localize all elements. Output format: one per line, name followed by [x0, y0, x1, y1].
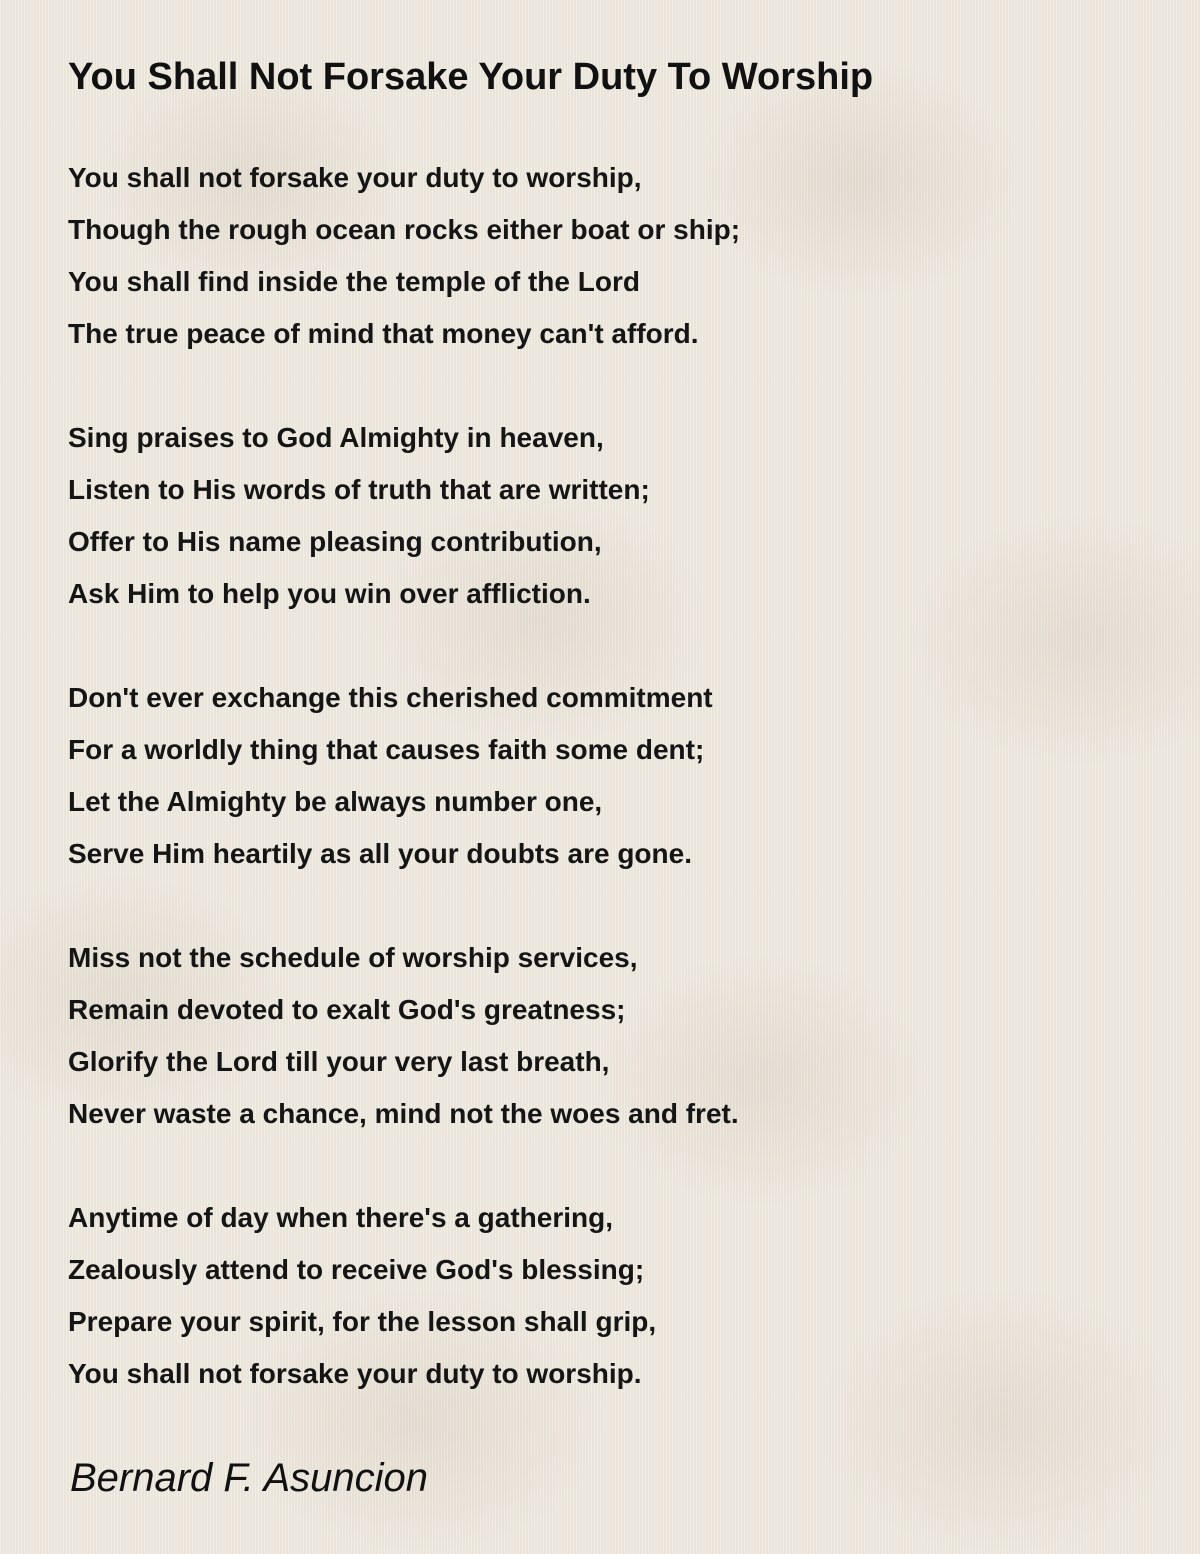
poem-author: Bernard F. Asuncion	[70, 1456, 428, 1500]
poem-line: Zealously attend to receive God's blessing;	[68, 1254, 645, 1285]
poem-line: Glorify the Lord till your very last breath,	[68, 1046, 610, 1077]
stanza-2	[68, 412, 1168, 620]
stanza-5	[68, 1192, 1168, 1400]
poem-line: Let the Almighty be always number one,	[68, 786, 603, 817]
poem-line: You shall not forsake your duty to worship.	[68, 1358, 642, 1389]
poem-line: Serve Him heartily as all your doubts are gone.	[68, 838, 692, 869]
poem-line: Anytime of day when there's a gathering,	[68, 1202, 613, 1233]
poem-body	[68, 152, 1168, 1452]
poem-line: Prepare your spirit, for the lesson shall grip,	[68, 1306, 657, 1337]
poem-title: You Shall Not Forsake Your Duty To Worship	[68, 56, 874, 98]
stanza-1	[68, 152, 1168, 360]
stanza-3	[68, 672, 1168, 880]
poem-line: Remain devoted to exalt God's greatness;	[68, 994, 626, 1025]
poem-line: Offer to His name pleasing contribution,	[68, 526, 602, 557]
poem-line: Never waste a chance, mind not the woes and fret.	[68, 1098, 739, 1129]
poem-line: Don't ever exchange this cherished commitment	[68, 682, 713, 713]
poem-line: Listen to His words of truth that are written;	[68, 474, 650, 505]
poem-line: You shall find inside the temple of the Lord	[68, 266, 640, 297]
poem-line: For a worldly thing that causes faith some dent;	[68, 734, 705, 765]
poem-line: Though the rough ocean rocks either boat or ship;	[68, 214, 741, 245]
poem-line: You shall not forsake your duty to worship,	[68, 162, 642, 193]
poem-line: Sing praises to God Almighty in heaven,	[68, 422, 604, 453]
stanza-4	[68, 932, 1168, 1140]
poem-line: Miss not the schedule of worship services,	[68, 942, 638, 973]
poem-line: Ask Him to help you win over affliction.	[68, 578, 591, 609]
poem-line: The true peace of mind that money can't afford.	[68, 318, 699, 349]
